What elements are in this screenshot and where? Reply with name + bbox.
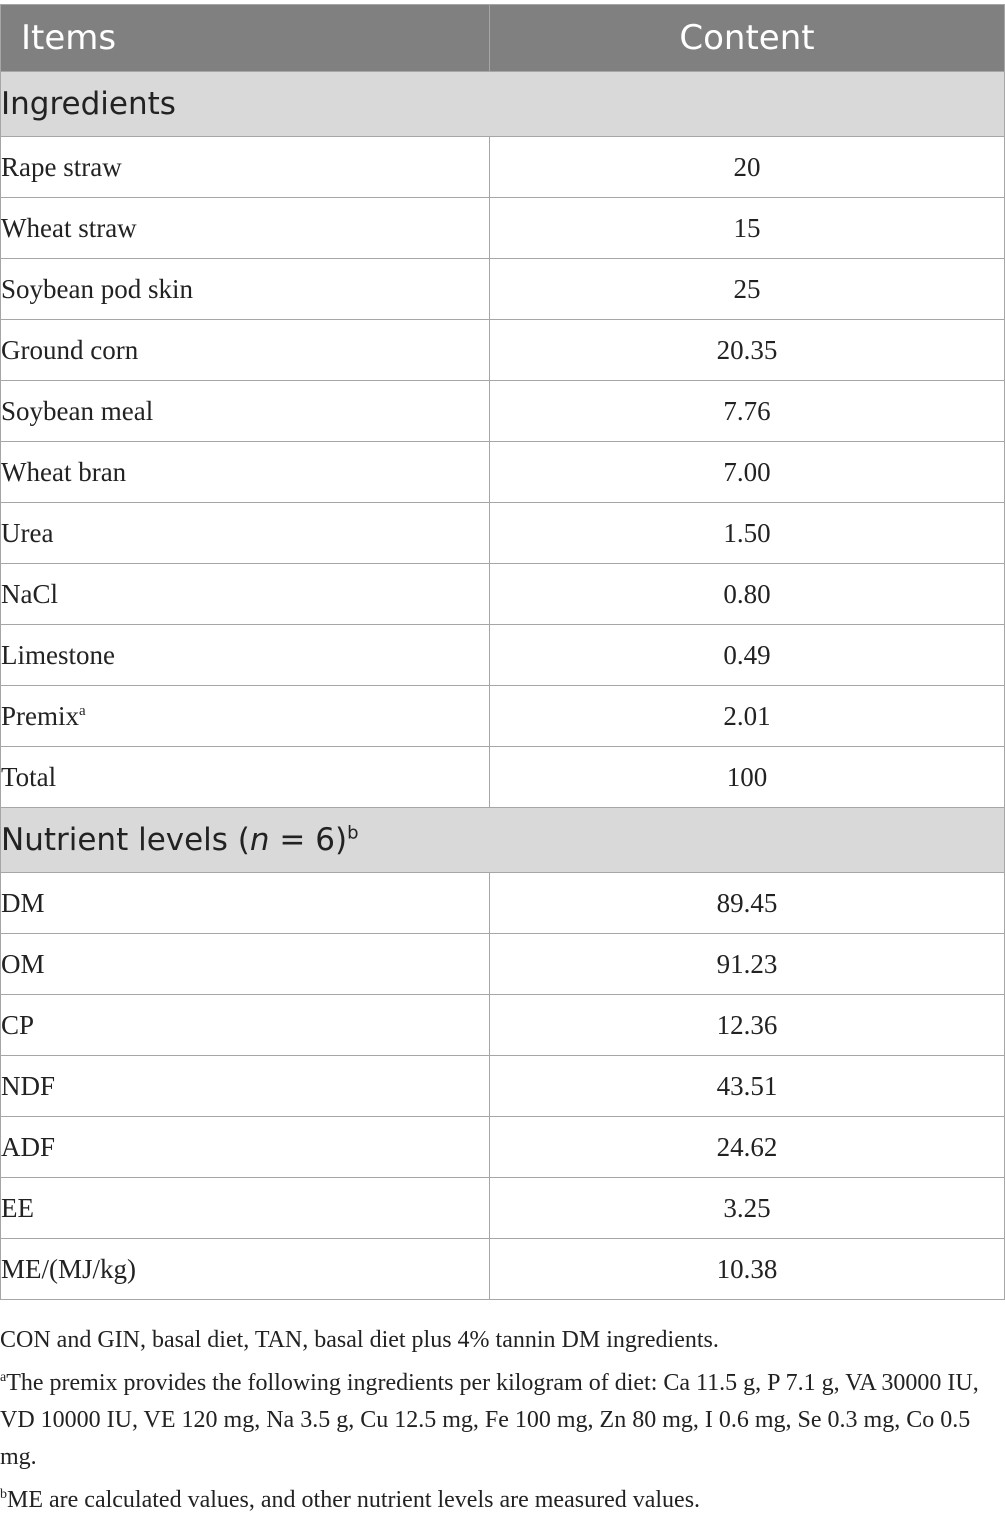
item-label: OM bbox=[1, 948, 45, 979]
content-value: 2.01 bbox=[490, 686, 1005, 747]
item-cell bbox=[1, 873, 490, 934]
item-cell bbox=[1, 381, 490, 442]
table-row bbox=[1, 564, 1005, 625]
table-row bbox=[1, 1117, 1005, 1178]
item-label: Soybean pod skin bbox=[1, 273, 193, 304]
content-value: 20 bbox=[490, 137, 1005, 198]
content-value: 0.80 bbox=[490, 564, 1005, 625]
table-row bbox=[1, 320, 1005, 381]
item-cell bbox=[1, 442, 490, 503]
item-cell bbox=[1, 1117, 490, 1178]
content-value: 25 bbox=[490, 259, 1005, 320]
item-label: CP bbox=[1, 1009, 35, 1040]
footnote-a-marker: a bbox=[0, 1370, 7, 1385]
table-row bbox=[1, 873, 1005, 934]
content-value: 7.00 bbox=[490, 442, 1005, 503]
item-label: DM bbox=[1, 887, 45, 918]
item-label: Total bbox=[1, 761, 57, 792]
item-cell bbox=[1, 503, 490, 564]
item-cell bbox=[1, 1239, 490, 1300]
footnote-b bbox=[0, 1476, 1000, 1519]
item-label: ME/(MJ/kg) bbox=[1, 1253, 136, 1284]
item-cell bbox=[1, 747, 490, 808]
item-label: Wheat bran bbox=[1, 456, 127, 487]
table-row bbox=[1, 198, 1005, 259]
item-label: NDF bbox=[1, 1070, 56, 1101]
table-row bbox=[1, 442, 1005, 503]
footnote-b-marker: b bbox=[0, 1487, 7, 1502]
item-cell bbox=[1, 1056, 490, 1117]
footnote-general: CON and GIN, basal diet, TAN, basal diet plus 4% tannin DM ingredients. bbox=[0, 1327, 719, 1353]
content-column-header: Content bbox=[490, 5, 1005, 72]
table-row bbox=[1, 137, 1005, 198]
table-row bbox=[1, 995, 1005, 1056]
item-label: Ground corn bbox=[1, 334, 139, 365]
content-value: 91.23 bbox=[490, 934, 1005, 995]
item-cell bbox=[1, 259, 490, 320]
table-row bbox=[1, 1178, 1005, 1239]
item-cell bbox=[1, 137, 490, 198]
table-row bbox=[1, 1239, 1005, 1300]
content-value: 100 bbox=[490, 747, 1005, 808]
ingredients-rows bbox=[1, 137, 1005, 808]
nutrients-title-prefix: Nutrient levels ( bbox=[1, 822, 250, 858]
item-label: Rape straw bbox=[1, 151, 122, 182]
footnote-a-text: The premix provides the following ingredients per kilogram of diet: Ca 11.5 g, P 7.1 g, VA 30000 IU, VD 10000 IU, VE 120 mg, Na 3.5 g, Cu 12.5 mg, Fe 100 mg, Zn 80 mg, I 0.6 mg, Se 0.3 mg, Co 0.5 mg. bbox=[0, 1370, 979, 1470]
content-value: 89.45 bbox=[490, 873, 1005, 934]
item-cell bbox=[1, 198, 490, 259]
nutrients-title-footnote-marker: b bbox=[347, 822, 359, 844]
item-cell bbox=[1, 686, 490, 747]
content-value: 3.25 bbox=[490, 1178, 1005, 1239]
item-label: ADF bbox=[1, 1131, 56, 1162]
item-cell bbox=[1, 564, 490, 625]
section-row-ingredients bbox=[1, 72, 1005, 137]
table-row bbox=[1, 747, 1005, 808]
item-label: NaCl bbox=[1, 578, 58, 609]
item-cell bbox=[1, 625, 490, 686]
nutrients-title-suffix: = 6) bbox=[269, 822, 348, 858]
nutrient-rows bbox=[1, 873, 1005, 1300]
table-row bbox=[1, 934, 1005, 995]
content-value: 10.38 bbox=[490, 1239, 1005, 1300]
item-footnote-marker: a bbox=[79, 702, 86, 719]
content-value: 12.36 bbox=[490, 995, 1005, 1056]
item-cell bbox=[1, 320, 490, 381]
content-value: 15 bbox=[490, 198, 1005, 259]
header-row bbox=[1, 5, 1005, 72]
item-label: Wheat straw bbox=[1, 212, 137, 243]
item-label: Soybean meal bbox=[1, 395, 154, 426]
table-row bbox=[1, 381, 1005, 442]
content-value: 0.49 bbox=[490, 625, 1005, 686]
section-row-nutrients bbox=[1, 808, 1005, 873]
section-title-nutrients bbox=[1, 808, 1005, 873]
item-label: Premix bbox=[1, 700, 79, 731]
content-value: 7.76 bbox=[490, 381, 1005, 442]
diet-composition-table bbox=[0, 4, 1005, 1300]
item-label: EE bbox=[1, 1192, 34, 1223]
item-label: Limestone bbox=[1, 639, 115, 670]
item-label: Urea bbox=[1, 517, 54, 548]
footnote-b-text: ME are calculated values, and other nutrient levels are measured values. bbox=[7, 1487, 701, 1513]
section-title-ingredients: Ingredients bbox=[1, 72, 1005, 137]
content-value: 43.51 bbox=[490, 1056, 1005, 1117]
content-value: 1.50 bbox=[490, 503, 1005, 564]
table-row bbox=[1, 686, 1005, 747]
table-footnotes bbox=[0, 1322, 1000, 1519]
items-column-header: Items bbox=[1, 5, 490, 72]
table-row bbox=[1, 503, 1005, 564]
content-value: 24.62 bbox=[490, 1117, 1005, 1178]
table-row bbox=[1, 1056, 1005, 1117]
table-row bbox=[1, 259, 1005, 320]
item-cell bbox=[1, 934, 490, 995]
table-row bbox=[1, 625, 1005, 686]
nutrients-title-n: n bbox=[249, 822, 270, 858]
item-cell bbox=[1, 1178, 490, 1239]
content-value: 20.35 bbox=[490, 320, 1005, 381]
item-cell bbox=[1, 995, 490, 1056]
footnote-a bbox=[0, 1359, 1000, 1476]
